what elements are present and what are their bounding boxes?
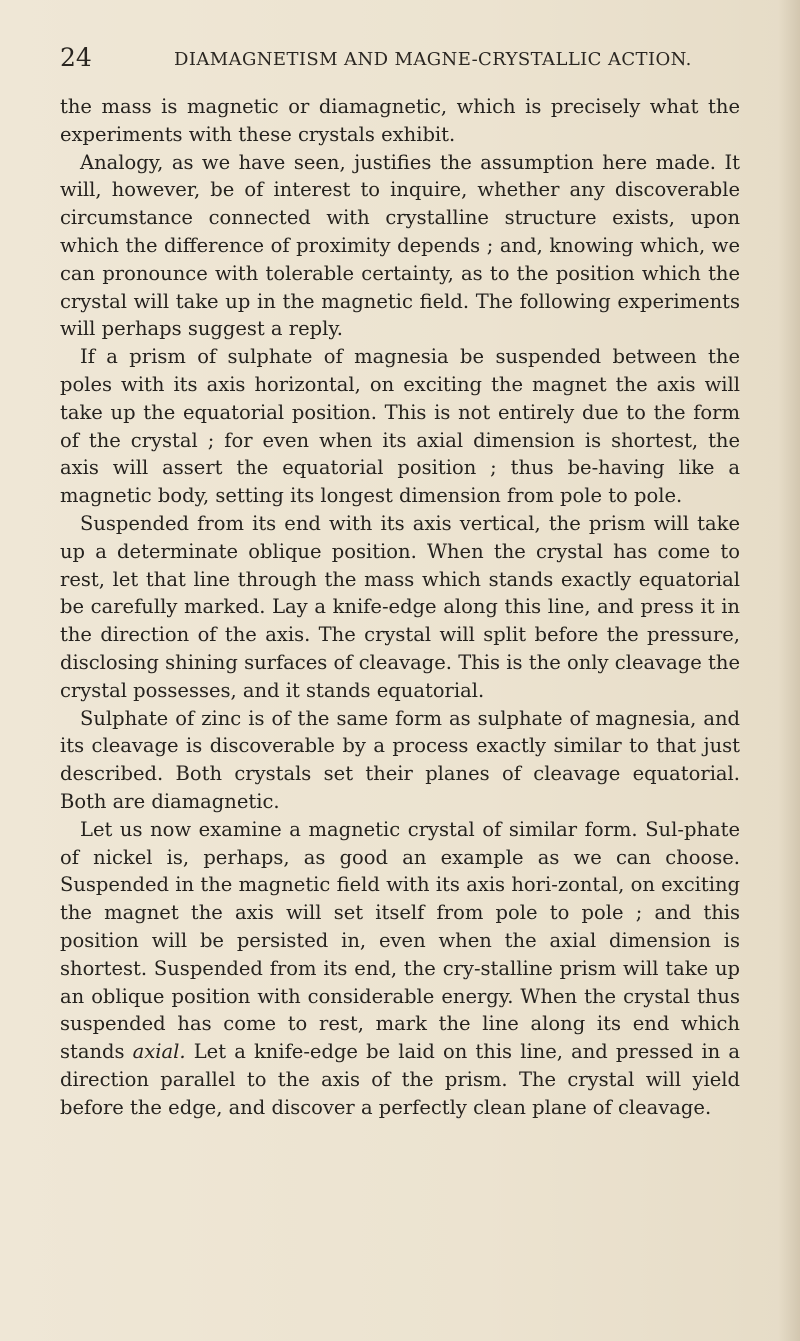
page-header xyxy=(60,40,720,76)
paragraph-analogy: Analogy, as we have seen, justifies the assumption here made. It will, however, be of interest to inquire, whether any discoverable circumstance connected with crystalline structure exists, upon which the difference of proximity depends ; and, knowing which, we can pronounce with tolerable certainty, as to the position which the crystal will take up in the magnetic field. The following experiments will perhaps suggest a reply. xyxy=(60,150,740,341)
paragraph-sulphate-nickel xyxy=(60,816,740,1122)
page-edge-shadow xyxy=(778,0,800,1341)
paragraph-text-after-emphasis: Let a knife-edge be laid on this line, and pressed in a direction parallel to the axis of the prism. The crystal will yield before the edge, and discover a perfectly clean plane of cleavage. xyxy=(60,1040,741,1119)
paragraph-sulphate-zinc: Sulphate of zinc is of the same form as sulphate of magnesia, and its cleavage is discoverable by a process exactly similar to that just described. Both crystals set their planes of cleavage equatorial. Both are diamagnetic. xyxy=(60,706,740,813)
body-text xyxy=(60,93,740,1121)
paragraph-continuation: the mass is magnetic or diamagnetic, which is precisely what the experiments with these crystals exhibit. xyxy=(60,95,740,146)
page-number: 24 xyxy=(60,43,92,72)
paragraph-text-before-emphasis: Let us now examine a magnetic crystal of similar form. Sul-phate of nickel is, perhaps, as good an example as we can choose. Suspended in the magnetic field with its axis hori-zontal, on exciting the magnet the axis will set itself from pole to pole ; and this position will be persisted in, even when the axial dimension is shortest. Suspended from its end, the cry-stalline prism will take up an oblique position with considerable energy. When the crystal thus suspended has come to rest, mark the line along its end which stands xyxy=(60,817,740,1064)
emphasized-word: axial. xyxy=(132,1040,186,1064)
running-head: DIAMAGNETISM AND MAGNE-CRYSTALLIC ACTION. xyxy=(174,49,692,70)
paragraph-sulphate-magnesia: If a prism of sulphate of magnesia be suspended between the poles with its axis horizontal, on exciting the magnet the axis will take up the equatorial position. This is not entirely due to the form of the crystal ; for even when its axial dimension is shortest, the axis will assert the equatorial position ; thus be-having like a magnetic body, setting its longest dimension from pole to pole. xyxy=(60,345,740,508)
paragraph-suspended-vertical: Suspended from its end with its axis vertical, the prism will take up a determinate oblique position. When the crystal has come to rest, let that line through the mass which stands exactly equatorial be carefully marked. Lay a knife-edge along this line, and press it in the direction of the axis. The crystal will split before the pressure, disclosing shining surfaces of cleavage. This is the only cleavage the crystal possesses, and it stands equatorial. xyxy=(60,511,740,702)
